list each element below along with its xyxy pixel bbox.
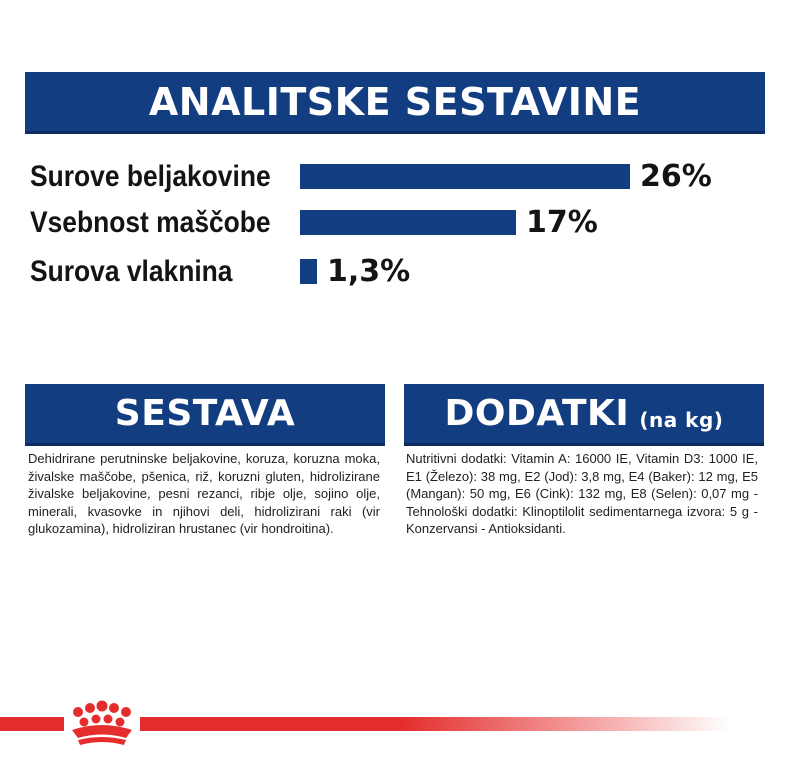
analysis-bar — [300, 259, 317, 284]
dodatki-suffix: (na kg) — [639, 407, 724, 432]
analysis-value: 26% — [640, 159, 712, 194]
sestava-header — [25, 384, 385, 446]
analysis-bar — [300, 210, 516, 235]
analysis-header — [25, 72, 765, 134]
analysis-label: Surova vlaknina — [30, 255, 233, 288]
analysis-title: ANALITSKE SESTAVINE — [148, 79, 642, 124]
analysis-label: Surove beljakovine — [30, 160, 271, 193]
analysis-value: 17% — [526, 205, 598, 240]
dodatki-header — [404, 384, 764, 446]
analysis-label: Vsebnost maščobe — [30, 206, 271, 239]
analysis-bar — [300, 164, 630, 189]
sestava-text: Dehidrirane perutninske beljakovine, koruza, koruzna moka, živalske maščobe, pšenica, riž, koruzni gluten, hidrolizirane živalske beljakovine, pesni rezanci, ribje olje, sojino olje, minerali, kvasovke in njihovi deli, hidrolizirani raki (vir glukozamina), hidroliziran hrustanec (vir hondroitina). — [28, 451, 380, 537]
dodatki-text: Nutritivni dodatki: Vitamin A: 16000 IE, Vitamin D3: 1000 IE, E1 (Železo): 38 mg, E2 (Jod): 3,8 mg, E4 (Baker): 12 mg, E5 (Mangan): 50 mg, E6 (Cink): 132 mg, E8 (Selen): 0,07 mg - Tehnološki dodatki: Klinoptilolit sedimentarnega izvora: 5 g - Konzervansi - Antioksidanti. — [406, 451, 758, 537]
dodatki-title: DODATKI — [444, 393, 630, 434]
sestava-title: SESTAVA — [114, 393, 296, 434]
royal-canin-crown-icon — [64, 700, 140, 748]
analysis-value: 1,3% — [327, 254, 411, 289]
